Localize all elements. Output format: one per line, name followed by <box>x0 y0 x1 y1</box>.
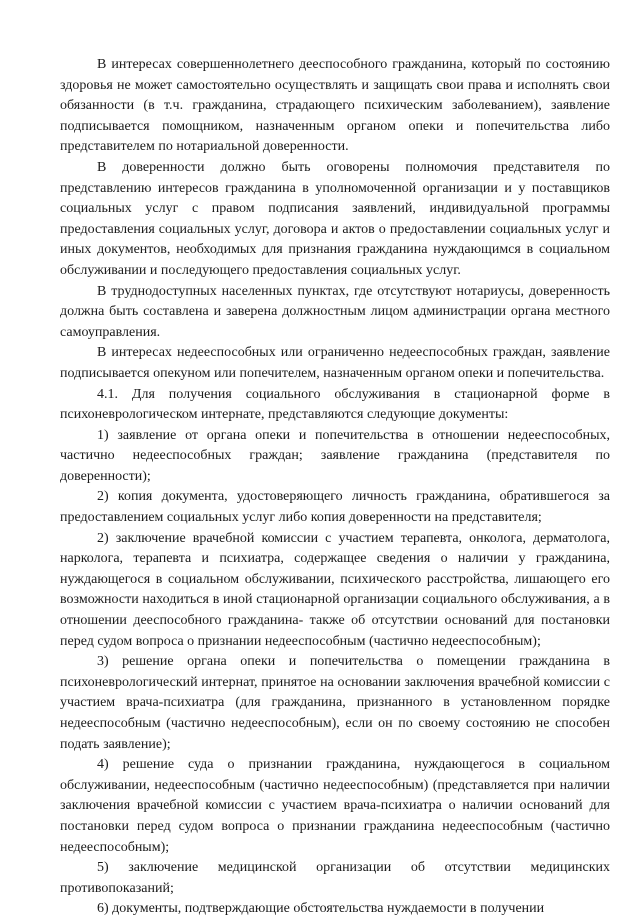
paragraph-incapacitated-citizens: В интересах недееспособных или ограниченно недееспособных граждан, заявление подписывается опекуном или попечителем, назначенным органом опеки и попечительства. <box>60 345 610 381</box>
list-item-6-supporting-documents: 6) документы, подтверждающие обстоятельства нуждаемости в получении <box>97 901 545 917</box>
paragraph-remote-settlements: В труднодоступных населенных пунктах, где отсутствуют нотариусы, доверенность должна быть составлена и заверена должностным лицом администрации органа местного самоуправления. <box>60 283 610 340</box>
list-item-5-medical-conclusion: 5) заключение медицинской организации об отсутствии медицинских противопоказаний; <box>60 860 610 896</box>
paragraph-power-of-attorney: В доверенности должно быть оговорены полномочия представителя по представлению интересов гражданина в уполномоченной организации и у поставщиков социальных услуг с правом подписания заявлений, индивидуальной программы предоставления социальных услуг, договора и актов о предоставлении социальных услуг и иных документов, необходимых для признания гражданина нуждающимся в социальном обслуживании и последующего предоставления социальных услуг. <box>60 159 610 278</box>
paragraph-representative-assistant: В интересах совершеннолетнего дееспособного гражданина, который по состоянию здоровья не может самостоятельно осуществлять и защищать свои права и исполнять свои обязанности (в т.ч. гражданина, страдающего психическим заболеванием), заявление подписывается помощником, назначенным органом опеки и попечительства либо представителем по нотариальной доверенности. <box>60 57 610 155</box>
list-item-1-application: 1) заявление от органа опеки и попечительства в отношении недееспособных, частично недееспособных граждан; заявление гражданина (представителя по доверенности); <box>60 427 610 484</box>
list-item-2-medical-commission: 2) заключение врачебной комиссии с участием терапевта, онколога, дерматолога, нарколога, терапевта и психиатра, содержащее сведения о наличии у гражданина, нуждающегося в социальном обслуживании, психического расстройства, лишающего его возможности находиться в иной стационарной организации социального обслуживания, а в отношении дееспособного гражданина- также об отсутствии оснований для постановки перед судом вопроса о признании недееспособным (частично недееспособным); <box>60 530 610 649</box>
list-item-3-guardianship-decision: 3) решение органа опеки и попечительства о помещении гражданина в психоневрологический интернат, принятое на основании заключения врачебной комиссии с участием врача-психиатра (для гражданина, признанного в установленном порядке недееспособным (частично недееспособным), если он по своему состоянию не способен подать заявление); <box>60 654 610 752</box>
paragraph-section-4-1: 4.1. Для получения социального обслуживания в стационарной форме в психоневрологическом интернате, представляются следующие документы: <box>60 386 610 423</box>
list-item-2-identity-document: 2) копия документа, удостоверяющего личность гражданина, обратившегося за предоставлением социальных услуг либо копия доверенности на представителя; <box>60 489 610 526</box>
list-item-4-court-decision: 4) решение суда о признании гражданина, нуждающегося в социальном обслуживании, недееспособным (частично недееспособным) (представляется при наличии заключения врачебной комиссии с участием врача-психиатра о наличии оснований для постановки перед судом вопроса о признании гражданина недееспособным (частично недееспособным); <box>60 757 610 855</box>
